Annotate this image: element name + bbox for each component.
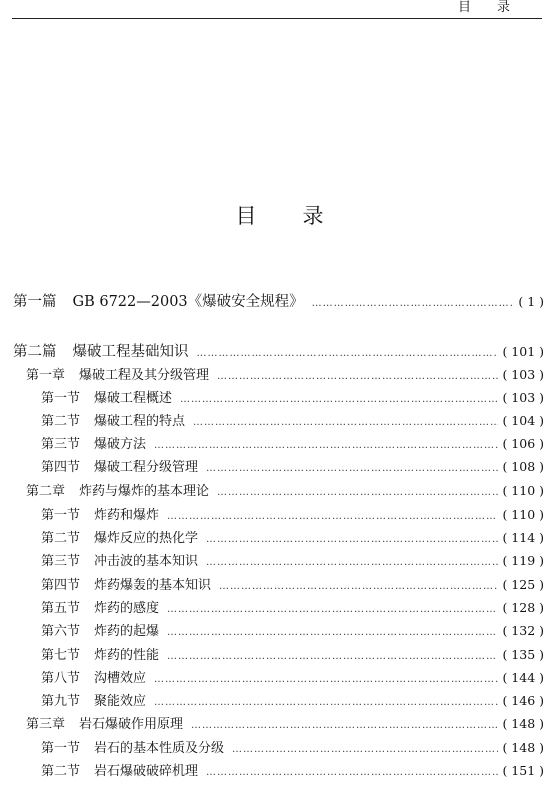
toc-entry-page: ( 132 ) [502, 623, 544, 638]
toc-entry-page: ( 151 ) [502, 763, 544, 778]
toc-entry-title: 爆破方法 [94, 437, 147, 452]
toc-entry-number: 第二节 [41, 414, 81, 429]
toc-entry-number: 第三节 [41, 554, 81, 569]
toc-entry-number: 第二章 [26, 484, 66, 499]
toc-entry-title: 炸药爆轰的基本知识 [94, 578, 212, 593]
toc-dot-leader [193, 417, 498, 428]
toc-dot-leader [154, 440, 498, 451]
toc-entry-title: 冲击波的基本知识 [94, 554, 199, 569]
toc-entry-title: 岩石爆破作用原理 [79, 717, 184, 732]
toc-entry-page: ( 103 ) [502, 390, 544, 405]
toc-entry[interactable] [0, 340, 544, 360]
toc-entry[interactable] [0, 550, 544, 570]
toc-entry-number: 第一节 [41, 741, 81, 756]
toc-entry-number: 第二篇 [13, 344, 57, 360]
running-header-part2: 录 [497, 0, 511, 15]
toc-entry-page: ( 144 ) [502, 670, 544, 685]
toc-entry-title: 爆破工程的特点 [94, 414, 186, 429]
toc-entry-title: 炸药的性能 [94, 648, 160, 663]
toc-entry-number: 第一节 [41, 391, 81, 406]
toc-entry-title: 爆破工程概述 [94, 391, 173, 406]
toc-entry[interactable] [0, 456, 544, 476]
toc-entry-page: ( 148 ) [502, 716, 544, 731]
toc-dot-leader [167, 651, 498, 662]
toc-entry-page: ( 104 ) [502, 413, 544, 428]
toc-entry-number: 第八节 [41, 671, 81, 686]
toc-entry[interactable] [0, 713, 544, 733]
toc-entry-number: 第一章 [26, 368, 66, 383]
toc-entry-number: 第一节 [41, 508, 81, 523]
running-header-part1: 目 [458, 0, 472, 15]
toc-entry[interactable] [0, 290, 544, 310]
toc-entry[interactable] [0, 527, 544, 547]
toc-entry-page: ( 106 ) [502, 436, 544, 451]
toc-entry[interactable] [0, 574, 544, 594]
toc-dot-leader [167, 627, 498, 638]
toc-entry-page: ( 114 ) [502, 530, 544, 545]
page-title-part1: 目 [235, 204, 257, 228]
toc-entry-number: 第五节 [41, 601, 81, 616]
toc-entry-title: 炸药和爆炸 [94, 508, 160, 523]
toc-entry-title: 岩石的基本性质及分级 [94, 741, 225, 756]
toc-entry-title: 炸药的感度 [94, 601, 160, 616]
toc-entry-page: ( 128 ) [502, 600, 544, 615]
toc-entry[interactable] [0, 644, 544, 664]
toc-entry-page: ( 119 ) [502, 553, 544, 568]
toc-dot-leader [154, 697, 498, 708]
toc-entry-title: 爆炸反应的热化学 [94, 531, 199, 546]
page-title [0, 200, 559, 230]
toc-entry-page: ( 146 ) [502, 693, 544, 708]
toc-entry-number: 第三章 [26, 717, 66, 732]
toc-entry-title: 爆破工程分级管理 [94, 460, 199, 475]
toc-dot-leader [154, 674, 498, 685]
toc-entry-number: 第三节 [41, 437, 81, 452]
toc-dot-leader [217, 371, 498, 382]
toc-entry-number: 第二节 [41, 764, 81, 779]
toc-dot-leader [219, 581, 498, 592]
page-title-part2: 录 [302, 204, 324, 228]
toc-dot-leader [206, 534, 498, 545]
toc-entry-title: 炸药的起爆 [94, 624, 160, 639]
toc-entry-title: GB 6722—2003《爆破安全规程》 [72, 294, 304, 310]
toc-entry-page: ( 110 ) [502, 483, 544, 498]
running-header [458, 0, 510, 15]
toc-dot-leader [180, 394, 498, 405]
toc-entry[interactable] [0, 387, 544, 407]
toc-entry-title: 聚能效应 [94, 694, 147, 709]
toc-dot-leader [217, 487, 498, 498]
toc-dot-leader [232, 744, 498, 755]
toc-entry-number: 第四节 [41, 578, 81, 593]
toc-entry-title: 炸药与爆炸的基本理论 [79, 484, 210, 499]
toc-entry[interactable] [0, 480, 544, 500]
toc-dot-leader [167, 604, 498, 615]
toc-entry-number: 第七节 [41, 648, 81, 663]
toc-dot-leader [312, 298, 515, 309]
toc-entry[interactable] [0, 620, 544, 640]
toc-dot-leader [167, 511, 498, 522]
toc-entry[interactable] [0, 364, 544, 384]
toc-dot-leader [197, 348, 499, 359]
toc-entry-title: 沟槽效应 [94, 671, 147, 686]
toc-entry-page: ( 103 ) [502, 367, 544, 382]
toc-entry-number: 第四节 [41, 460, 81, 475]
toc-entry-page: ( 135 ) [502, 647, 544, 662]
toc-dot-leader [206, 767, 498, 778]
toc-entry-page: ( 1 ) [518, 294, 544, 309]
toc-entry[interactable] [0, 690, 544, 710]
toc-dot-leader [191, 720, 498, 731]
toc-entry-number: 第二节 [41, 531, 81, 546]
toc-entry[interactable] [0, 433, 544, 453]
toc-entry[interactable] [0, 760, 544, 780]
toc-entry-title: 岩石爆破破碎机理 [94, 764, 199, 779]
toc-entry-page: ( 101 ) [502, 344, 544, 359]
toc-entry-page: ( 108 ) [502, 459, 544, 474]
toc-entry[interactable] [0, 504, 544, 524]
toc-entry-number: 第一篇 [13, 294, 57, 310]
toc-entry[interactable] [0, 667, 544, 687]
toc-entry-page: ( 110 ) [502, 507, 544, 522]
toc-entry[interactable] [0, 410, 544, 430]
toc-dot-leader [206, 463, 498, 474]
toc-entry-title: 爆破工程及其分级管理 [79, 368, 210, 383]
toc-entry-number: 第九节 [41, 694, 81, 709]
toc-dot-leader [206, 557, 498, 568]
header-rule [12, 18, 542, 19]
toc-entry-page: ( 125 ) [502, 577, 544, 592]
toc-entry-page: ( 148 ) [502, 740, 544, 755]
toc-entry[interactable] [0, 597, 544, 617]
toc-entry-title: 爆破工程基础知识 [72, 344, 189, 360]
toc-entry-number: 第六节 [41, 624, 81, 639]
toc-entry[interactable] [0, 737, 544, 757]
